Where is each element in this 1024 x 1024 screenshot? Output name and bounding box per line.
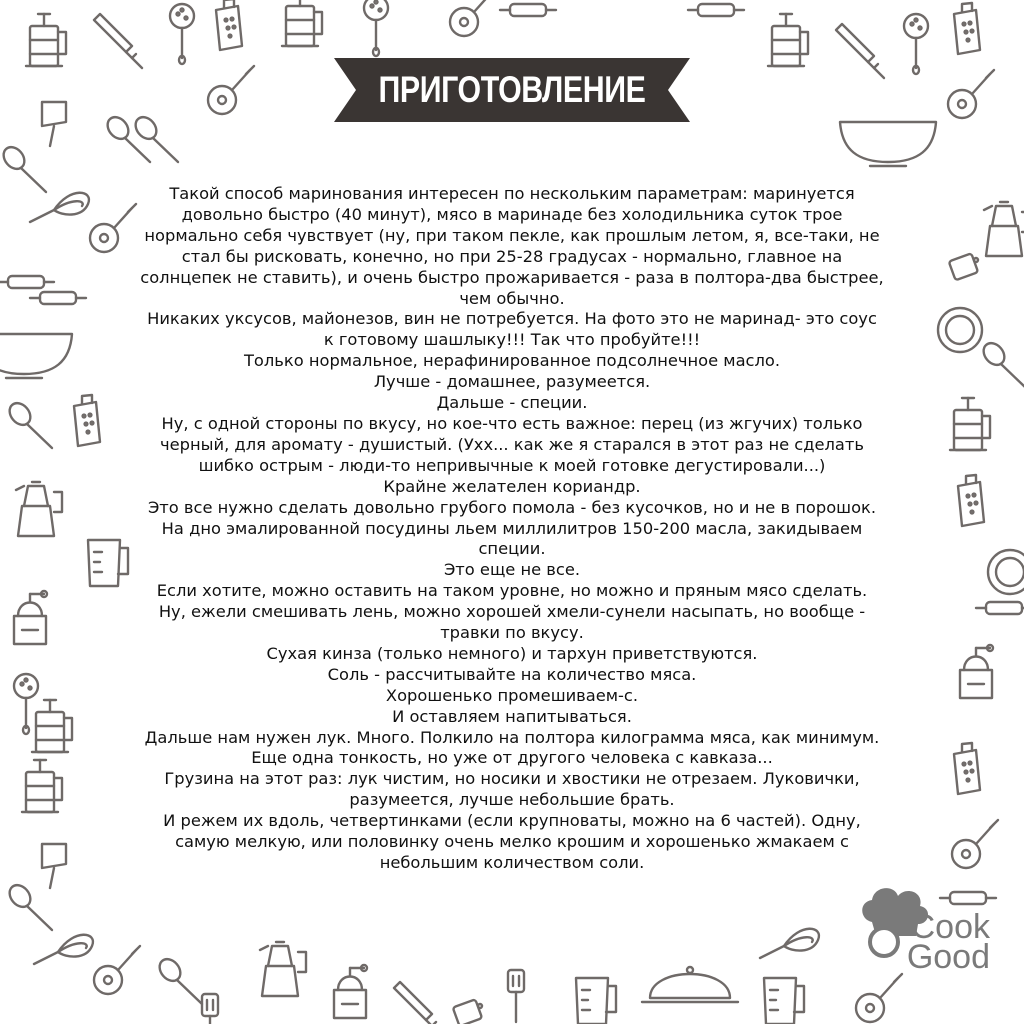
paragraph: Такой способ маринования интересен по нескольким параметрам: маринуется довольно быстро (40 минут), мясо в маринаде без холодильника суток трое нормально себя чувствует (ну, при таком пекле, как прошлым летом, я, все-таки, не стал бы рисковать, конечно, но при 25-28 градусах - нормально, главное на солнцепек не ставить), и очень быстро прожаривается - раза в полтора-два быстрее, чем обычно. <box>140 184 884 308</box>
paragraph: Грузина на этот раз: лук чистим, но носики и хвостики не отрезаем. Луковички, разумеется, лучше небольшие брать. <box>164 769 860 810</box>
paragraph: Соль - рассчитывайте на количество мяса. <box>327 664 697 684</box>
paragraph: Если хотите, можно оставить на таком уровне, но можно и пряным мясо сделать. <box>156 581 868 601</box>
paragraph: На дно эмалированной посудины льем миллилитров 150-200 масла, закидываем специи. <box>161 518 863 559</box>
paragraph: Это еще не все. <box>443 560 581 580</box>
paragraph: Это все нужно сделать довольно грубого помола - без кусочков, но и не в порошок. <box>147 497 877 517</box>
paragraph: Только нормальное, нерафинированное подсолнечное масло. <box>243 351 781 371</box>
paragraph: Хорошенько промешиваем-с. <box>385 685 639 705</box>
paragraph: Сухая кинза (только немного) и тархун приветствуются. <box>266 643 758 663</box>
paragraph: И режем их вдоль, четвертинками (если крупноваты, можно на 6 частей). Одну, самую мелкую, или половинку очень мелко крошим и хорошенько жмакаем с небольшим количеством соли. <box>163 811 861 872</box>
paragraph: Ну, ежели смешивать лень, можно хорошей хмели-сунели насыпать, но вообще - травки по вкусу. <box>158 602 866 643</box>
paragraph: Никаких уксусов, майонезов, вин не потребуется. На фото это не маринад- это соус к готовому шашлыку!!! Так что пробуйте!!! <box>147 309 877 350</box>
paragraph: Лучше - домашнее, разумеется. <box>373 372 651 392</box>
logo-line1: Cook <box>910 908 990 946</box>
paragraph: И оставляем напитываться. <box>392 706 632 726</box>
paragraph: Еще одна тонкость, но уже от другого человека с кавказа... <box>251 748 773 768</box>
paragraph: Крайне желателен кориандр. <box>383 476 641 496</box>
title-banner <box>334 58 690 122</box>
paragraph: Ну, с одной стороны по вкусу, но кое-что есть важное: перец (из жгучих) только черный, для аромату - душистый. (Ухх... как же я старался в этот раз не сделать шибко острым - люди-то непривычные к моей готовке дегустировали...) <box>160 413 864 475</box>
page-title: ПРИГОТОВЛЕНИЕ <box>378 69 646 110</box>
paragraph: Дальше - специи. <box>436 393 588 413</box>
paragraph: Дальше нам нужен лук. Много. Полкило на полтора килограмма мяса, как минимум. <box>144 727 880 747</box>
recipe-body <box>140 184 884 874</box>
cookgood-logo <box>850 872 990 982</box>
logo-line2: Good <box>906 938 990 976</box>
